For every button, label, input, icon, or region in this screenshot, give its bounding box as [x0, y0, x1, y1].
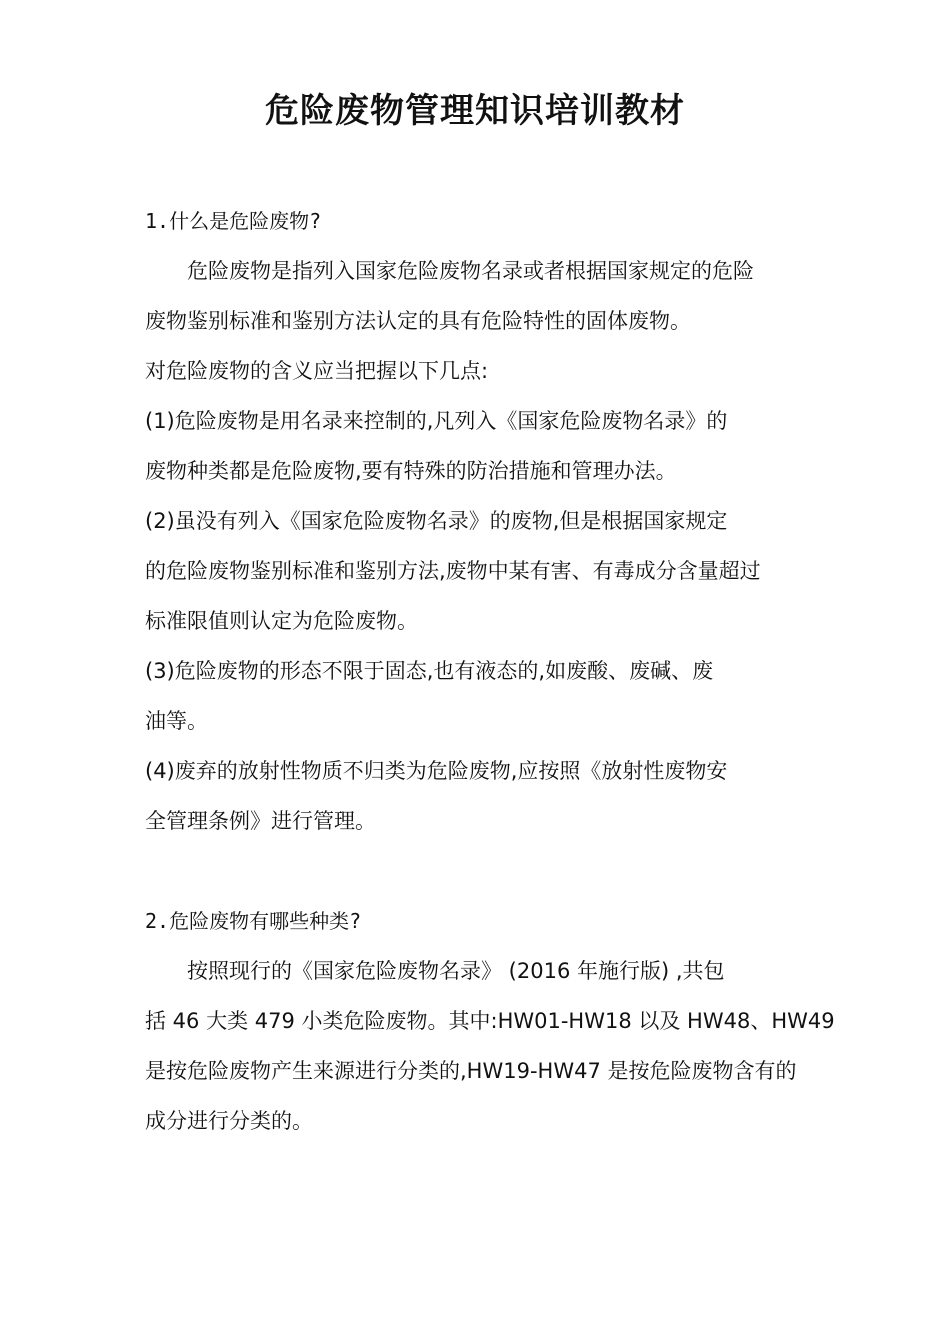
section-2-heading: 2.危险废物有哪些种类? [145, 909, 362, 933]
section-2-paragraph-line: 按照现行的《国家危险废物名录》 (2016 年施行版) ,共包 [187, 959, 725, 983]
section-1-paragraph-line: 危险废物是指列入国家危险废物名录或者根据国家规定的危险 [187, 259, 754, 283]
section-2-paragraph-line: 成分进行分类的。 [145, 1109, 313, 1133]
section-1-point-3-line: 油等。 [145, 709, 208, 733]
document-body [145, 196, 835, 1146]
document-title: 危险废物管理知识培训教材 [265, 91, 685, 131]
section-1-point-1-line: 废物种类都是危险废物,要有特殊的防治措施和管理办法。 [145, 459, 677, 483]
section-1-point-1-line: (1)危险废物是用名录来控制的,凡列入《国家危险废物名录》的 [145, 409, 728, 433]
section-1-point-2-line: (2)虽没有列入《国家危险废物名录》的废物,但是根据国家规定 [145, 509, 728, 533]
section-1-point-3-line: (3)危险废物的形态不限于固态,也有液态的,如废酸、废碱、废 [145, 659, 714, 683]
section-1-paragraph-line: 废物鉴别标准和鉴别方法认定的具有危险特性的固体废物。 [145, 309, 691, 333]
section-1-point-4-line: (4)废弃的放射性物质不归类为危险废物,应按照《放射性废物安 [145, 759, 728, 783]
section-1-point-2-line: 的危险废物鉴别标准和鉴别方法,废物中某有害、有毒成分含量超过 [145, 559, 761, 583]
section-1-point-4-line: 全管理条例》进行管理。 [145, 809, 376, 833]
section-spacer [145, 846, 815, 896]
section-1-point-2-line: 标准限值则认定为危险废物。 [145, 609, 418, 633]
section-1-intro-line: 对危险废物的含义应当把握以下几点: [145, 359, 489, 383]
section-1-heading: 1.什么是危险废物? [145, 209, 322, 233]
section-2-paragraph-line: 括 46 大类 479 小类危险废物。其中:HW01-HW18 以及 HW48、HW49 [145, 1009, 835, 1033]
section-2-paragraph-line: 是按危险废物产生来源进行分类的,HW19-HW47 是按危险废物含有的 [145, 1059, 797, 1083]
